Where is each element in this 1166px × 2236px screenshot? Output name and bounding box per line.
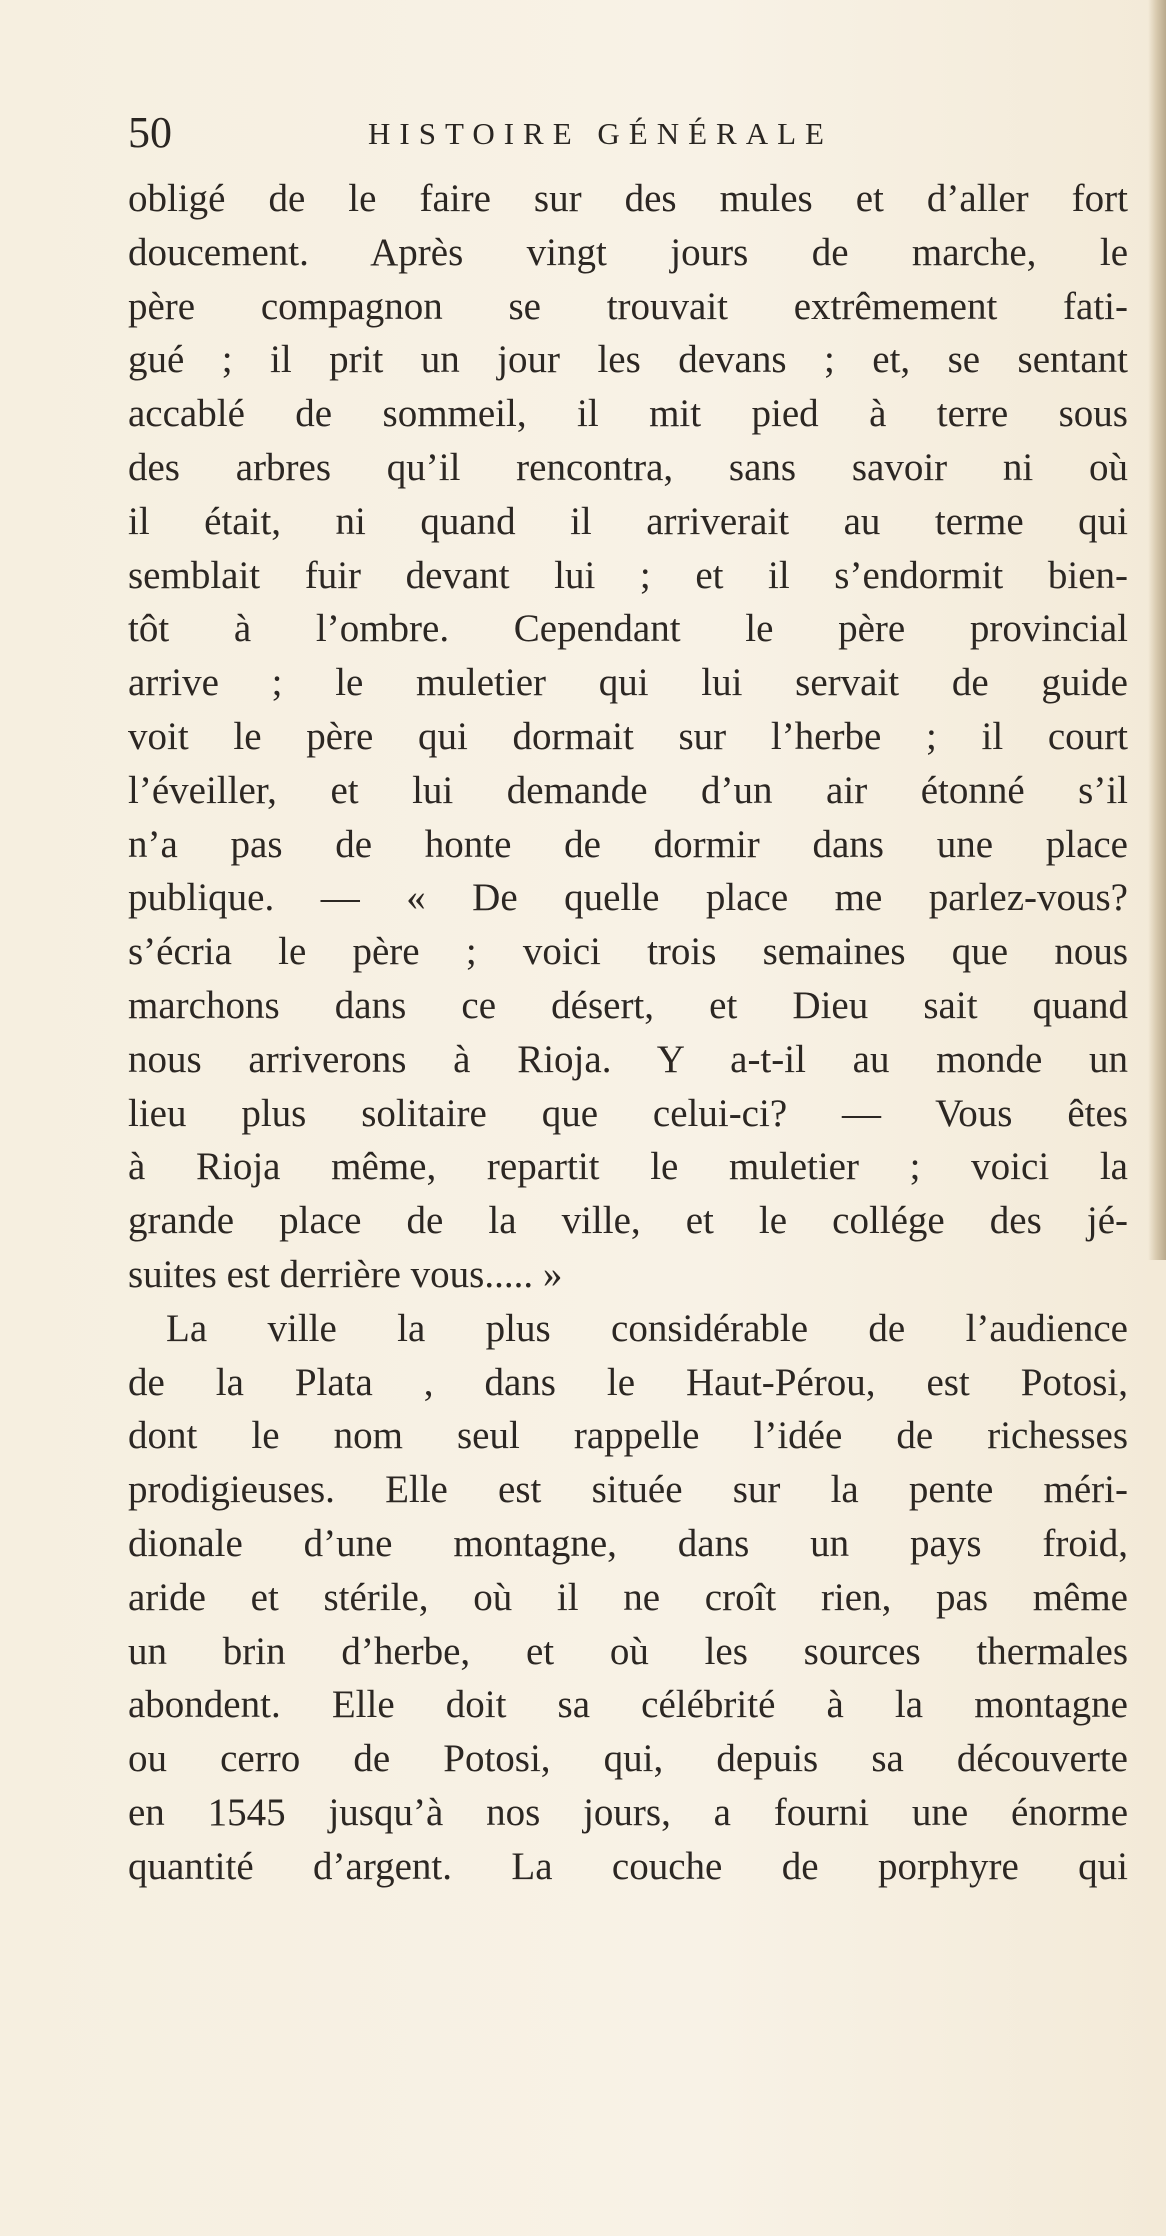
body-text	[128, 172, 1128, 1894]
page-edge-shadow	[1148, 0, 1166, 1260]
text-line: gué ; il prit un jour les devans ; et, se sentant	[128, 338, 1128, 382]
text-line: tôt à l’ombre. Cependant le père provincial	[128, 607, 1128, 651]
text-line: suites est derrière vous..... »	[128, 1252, 563, 1296]
text-line: il était, ni quand il arriverait au terme qui	[128, 499, 1128, 543]
text-line: grande place de la ville, et le collége des jé-	[128, 1199, 1128, 1243]
running-title: HISTOIRE GÉNÉRALE	[368, 116, 833, 151]
text-line: publique. — « De quelle place me parlez-vous?	[128, 876, 1128, 920]
text-line: nous arriverons à Rioja. Y a-t-il au monde un	[128, 1037, 1128, 1081]
text-line: un brin d’herbe, et où les sources thermales	[128, 1629, 1128, 1673]
page-header	[128, 108, 1128, 158]
page-number: 50	[128, 108, 172, 157]
text-line: La ville la plus considérable de l’audience	[166, 1306, 1128, 1350]
text-line: en 1545 jusqu’à nos jours, a fourni une énorme	[128, 1790, 1128, 1834]
text-line: prodigieuses. Elle est située sur la pente méri-	[128, 1468, 1128, 1512]
text-line: voit le père qui dormait sur l’herbe ; il court	[128, 714, 1128, 758]
text-line: des arbres qu’il rencontra, sans savoir ni où	[128, 445, 1128, 489]
text-line: dont le nom seul rappelle l’idée de richesses	[128, 1414, 1128, 1458]
text-line: s’écria le père ; voici trois semaines que nous	[128, 930, 1128, 974]
text-line: l’éveiller, et lui demande d’un air étonné s’il	[128, 768, 1128, 812]
text-line: accablé de sommeil, il mit pied à terre sous	[128, 392, 1128, 436]
text-line: doucement. Après vingt jours de marche, le	[128, 230, 1128, 274]
text-line: aride et stérile, où il ne croît rien, pas même	[128, 1575, 1128, 1619]
text-line: obligé de le faire sur des mules et d’aller fort	[128, 177, 1128, 220]
text-line: lieu plus solitaire que celui-ci? — Vous êtes	[128, 1091, 1128, 1135]
text-line: n’a pas de honte de dormir dans une place	[128, 822, 1128, 866]
text-line: dionale d’une montagne, dans un pays froid,	[128, 1521, 1128, 1565]
text-line: arrive ; le muletier qui lui servait de guide	[128, 661, 1128, 705]
text-line: de la Plata , dans le Haut-Pérou, est Potosi,	[128, 1360, 1128, 1404]
text-line: à Rioja même, repartit le muletier ; voici la	[128, 1145, 1128, 1189]
text-line: père compagnon se trouvait extrêmement fati-	[128, 284, 1128, 328]
text-line: semblait fuir devant lui ; et il s’endormit bien-	[128, 553, 1128, 597]
text-line: quantité d’argent. La couche de porphyre qui	[128, 1844, 1128, 1888]
text-line: ou cerro de Potosi, qui, depuis sa découverte	[128, 1737, 1128, 1781]
text-line: marchons dans ce désert, et Dieu sait quand	[128, 983, 1128, 1027]
text-line: abondent. Elle doit sa célébrité à la montagne	[128, 1683, 1128, 1727]
